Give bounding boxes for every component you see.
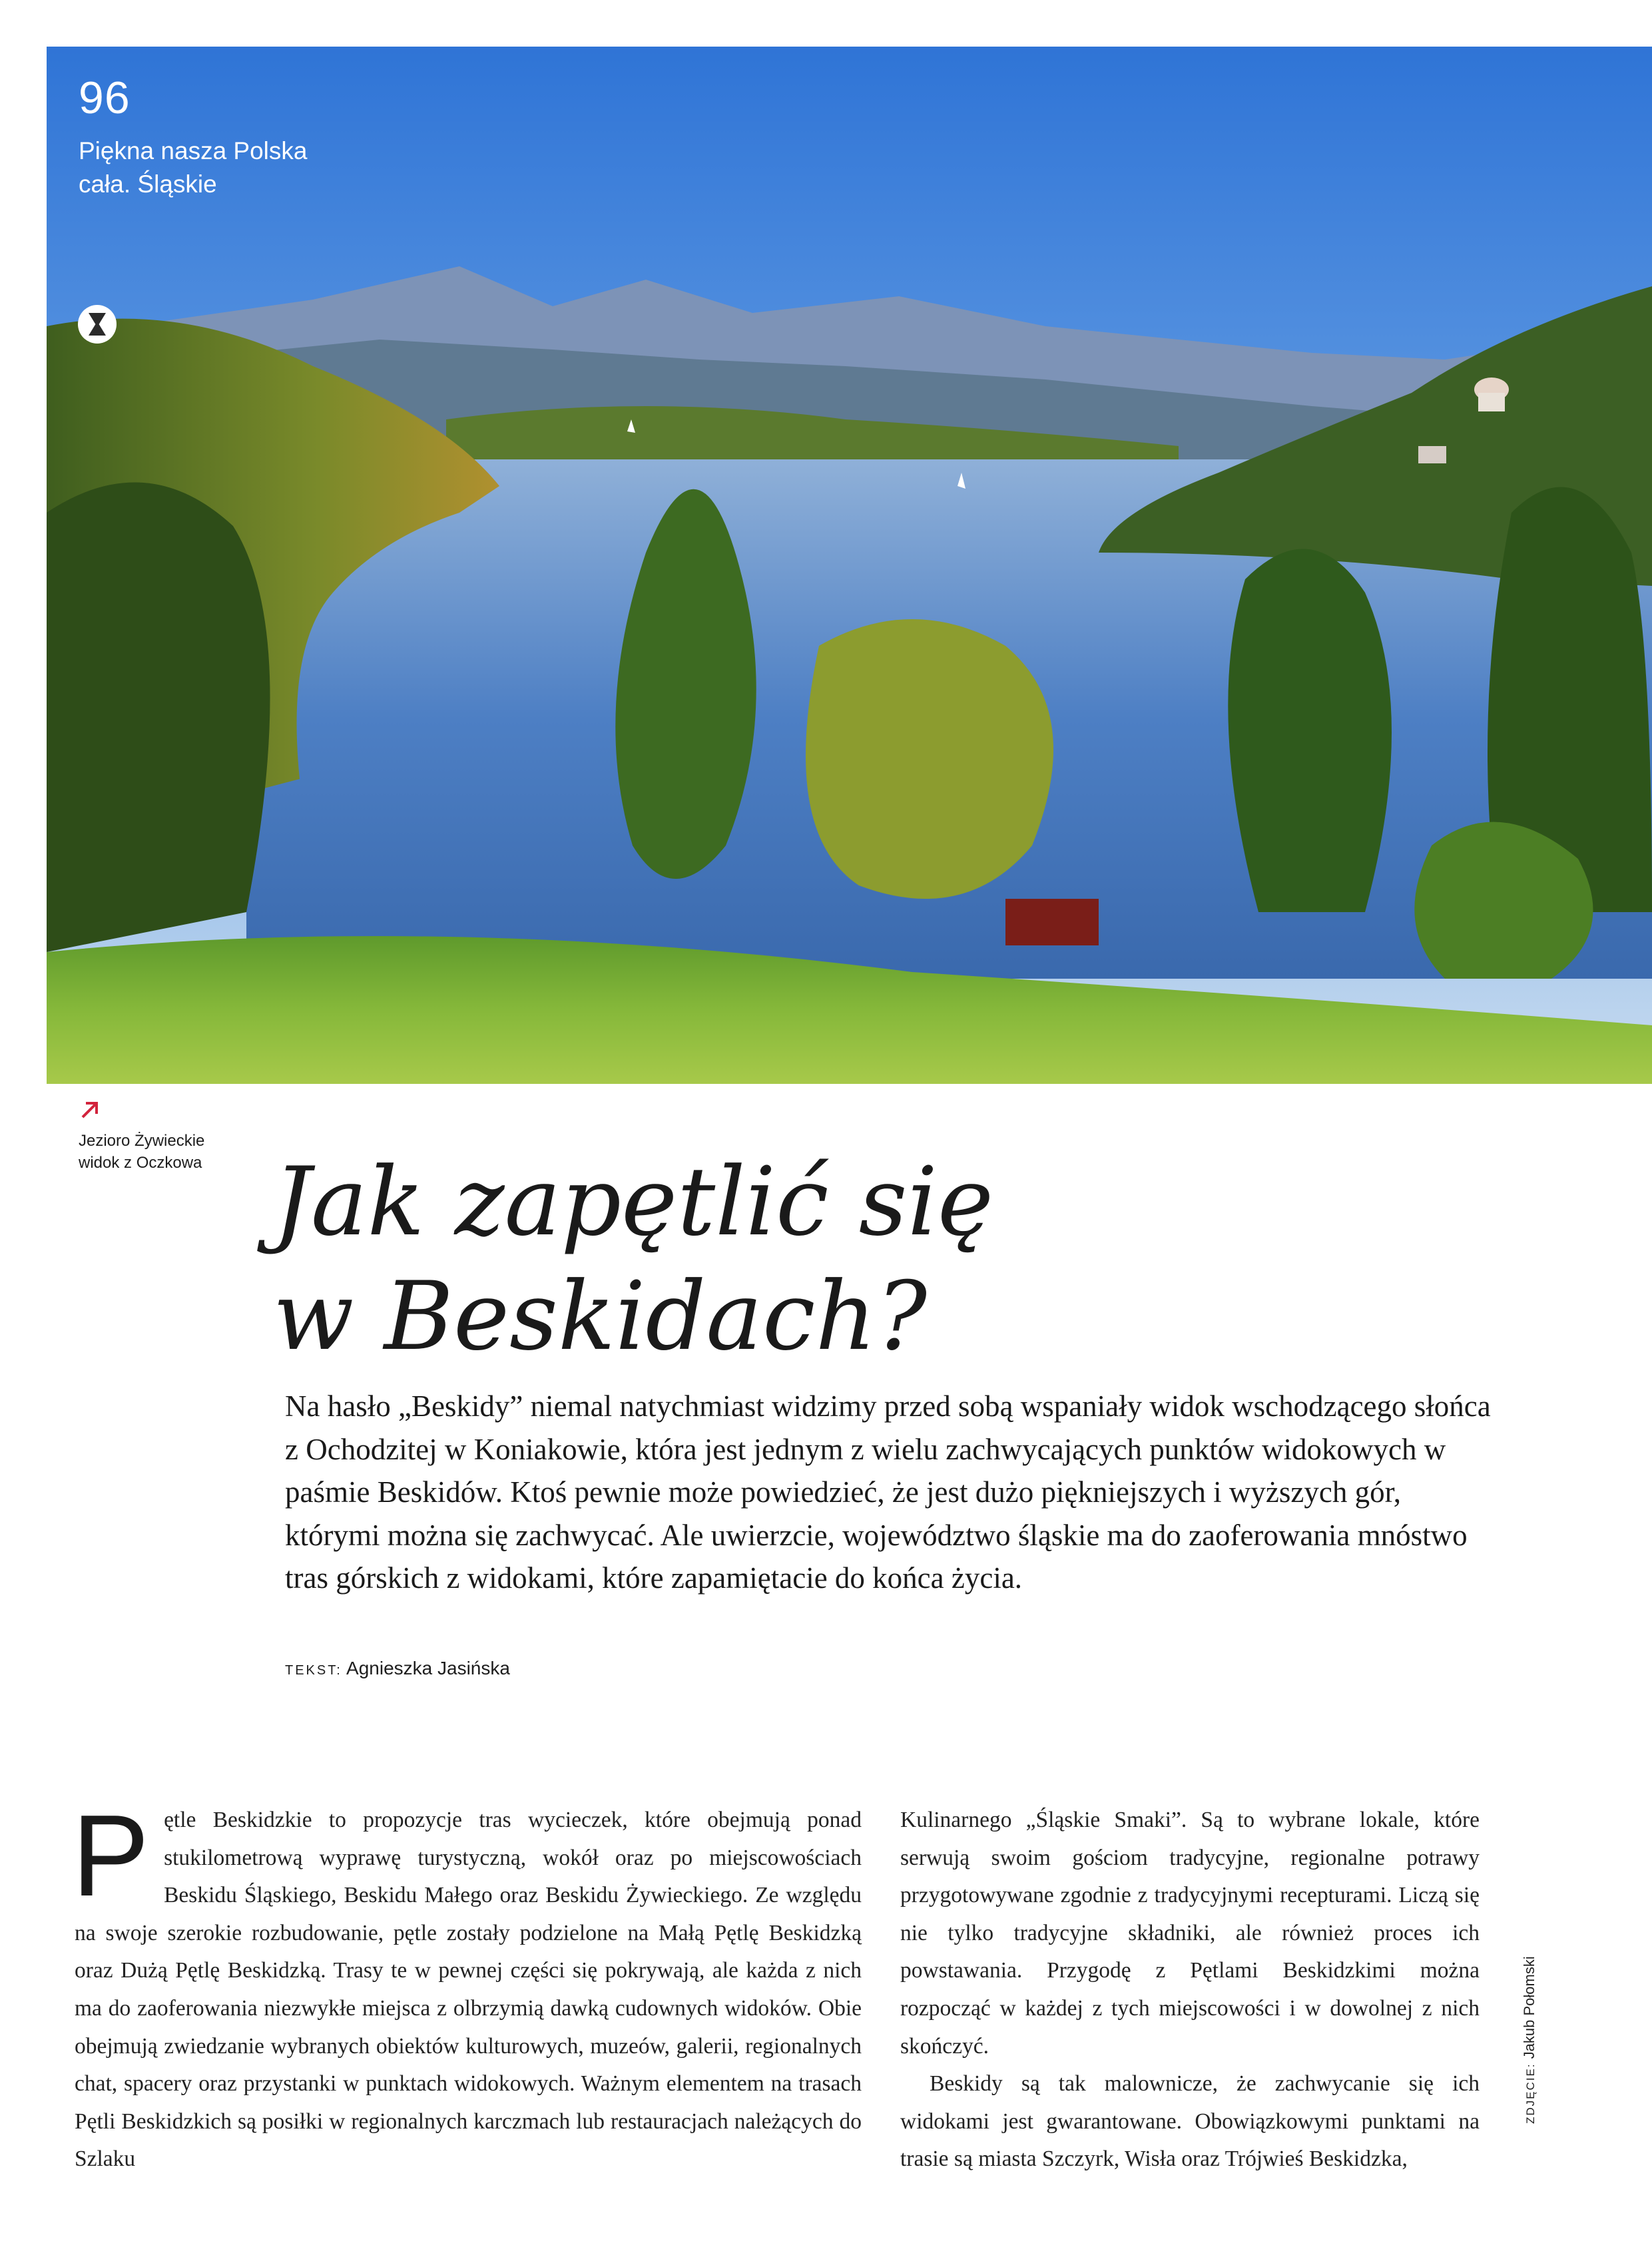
lake-landscape-image bbox=[47, 47, 1652, 1084]
caption-arrow-icon bbox=[80, 1100, 100, 1120]
page-number: 96 bbox=[79, 73, 131, 123]
photo-caption: Jezioro Żywieckie widok z Oczkowa bbox=[79, 1132, 205, 1172]
hero-photo bbox=[47, 47, 1652, 1084]
column-left-text: ętle Beskidzkie to propozycje tras wycieczek, które obejmują ponad stukilometrową wyprawę turystyczną, wokół oraz po miejscowościach Beskidu Śląskiego, Beskidu Małego oraz Beskidu Żywieckiego. Ze względu na swoje szerokie rozbudowanie, pętle zostały podzielone na Małą Pętlę Beskidzką oraz Dużą Pętlę Beskidzką. Trasy te w pewnej części się pokrywają, ale każda z nich ma do zaoferowania niezwykłe miejsca z olbrzymią dawką cudownych widoków. Obie obejmują zwiedzanie wybranych obiektów kulturowych, muzeów, galerii, regionalnych chat, spacery oraz przystanki w punktach widokowych. Ważnym elementem na trasach Pętli Beskidzkich są posiłki w regionalnych karczmach lub restauracjach należących do Szlaku bbox=[75, 1808, 862, 2172]
article-column-left bbox=[72, 1790, 862, 2178]
article-headline bbox=[273, 1145, 1405, 1374]
byline-name: Agnieszka Jasińska bbox=[346, 1658, 510, 1678]
byline bbox=[285, 1658, 510, 1679]
photo-credit-name: Jakub Połomski bbox=[1521, 1956, 1537, 2059]
section-title: Piękna nasza Polska cała. Śląskie bbox=[79, 137, 308, 198]
headline-line-1: Jak zapętlić się bbox=[273, 1147, 994, 1257]
column-right-paragraph-2: Beskidy są tak malownicze, że zachwycanie się ich widokami jest gwarantowane. Obowiązkowymi punktami na trasie są miasta Szczyrk, Wisła oraz Trójwieś Beskidzka, bbox=[900, 2071, 1480, 2172]
article-lead: Na hasło „Beskidy” niemal natychmiast widzimy przed sobą wspaniały widok wschodzącego słońca z Ochodzitej w Koniakowie, która jest jednym z wielu zachwycających punktów widokowych w paśmie Beskidów. Ktoś pewnie może powiedzieć, że jest dużo piękniejszych i wyższych gór, którymi można się zachwycać. Ale uwierzcie, województwo śląskie ma do zaoferowania mnóstwo tras górskich z widokami, które zapamiętacie do końca życia. bbox=[285, 1389, 1491, 1595]
section-logo-icon bbox=[78, 305, 117, 344]
photo-credit bbox=[1521, 1911, 1545, 2124]
headline-line-2: w Beskidach? bbox=[273, 1262, 928, 1372]
byline-label: TEKST: bbox=[285, 1663, 342, 1678]
column-right-paragraph-1: Kulinarnego „Śląskie Smaki”. Są to wybrane lokale, które serwują swoim gościom tradycyjne, regionalne potrawy przygotowywane zgodnie z tradycyjnymi recepturami. Liczą się nie tylko tradycyjne składniki, ale również proces ich powstawania. Przygodę z Pętlami Beskidzkimi można rozpocząć w każdej z tych miejscowości i w dowolnej z nich skończyć. bbox=[900, 1808, 1480, 2059]
photo-credit-label: ZDJĘCIE: bbox=[1524, 2063, 1537, 2124]
drop-cap: P bbox=[72, 1790, 150, 1920]
article-column-right bbox=[900, 1802, 1480, 2178]
